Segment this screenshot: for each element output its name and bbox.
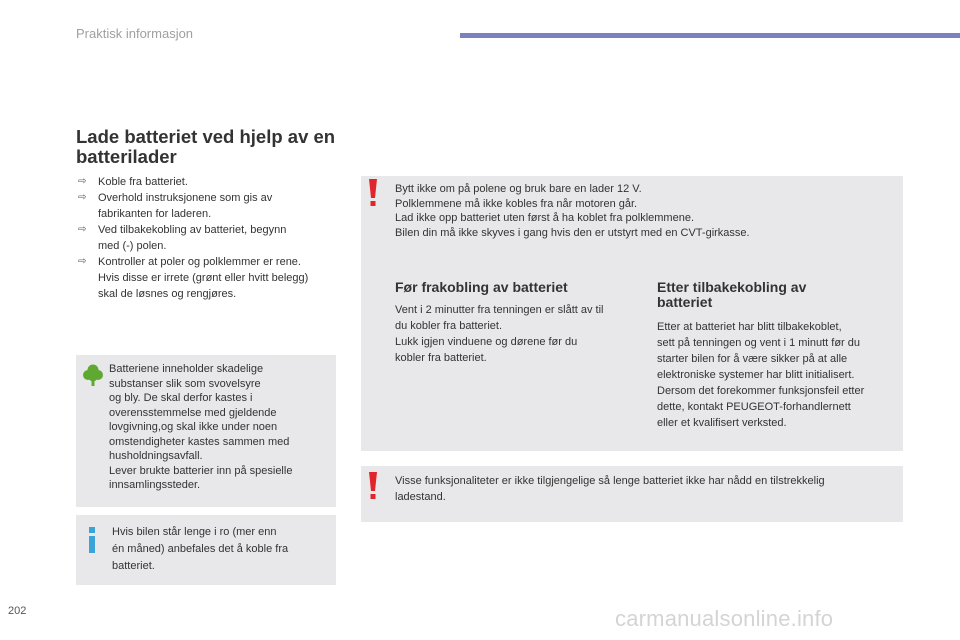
after-reconnect-text [657, 319, 897, 431]
note-line: innsamlingssteder. [109, 479, 201, 491]
arrow-bullet-icon: ⇨ [78, 176, 87, 187]
warning-line: ladestand. [395, 491, 446, 503]
note-line: overensstemmelse med gjeldende [109, 406, 277, 419]
warning-line: Visse funksjonaliteter er ikke tilgjengelige så lenge batteriet ikke har nådd en tilstrekkelig [395, 475, 825, 487]
note-line: omstendigheter kastes sammen med [109, 435, 290, 448]
paragraph-line: du kobler fra batteriet. [395, 320, 503, 332]
before-disconnect-text [395, 302, 635, 366]
arrow-bullet-icon: ⇨ [78, 192, 87, 203]
note-line: husholdningsavfall. [109, 450, 203, 462]
paragraph-line: dette, kontakt PEUGEOT-forhandlernett [657, 401, 851, 413]
exclamation-icon [368, 472, 378, 500]
note-line: én måned) anbefales det å koble fra [112, 543, 289, 555]
info-note-text [112, 524, 327, 575]
paragraph-line: starter bilen for å være sikker på at alle [657, 353, 848, 365]
step-line: Overhold instruksjonene som gis av [98, 192, 273, 204]
warning-line: Bytt ikke om på polene og bruk bare en lader 12 V. [395, 183, 642, 195]
note-line: substanser slik som svovelsyre [109, 377, 261, 390]
paragraph-line: eller et kvalifisert verksted. [657, 417, 787, 429]
note-line: Hvis bilen står lenge i ro (mer enn [112, 526, 277, 538]
paragraph-line: Vent i 2 minutter fra tenningen er slått av til [395, 304, 604, 316]
environment-note [76, 355, 336, 507]
arrow-bullet-icon: ⇨ [78, 256, 87, 267]
list-item [76, 190, 346, 222]
note-line: og bly. De skal derfor kastes i [109, 392, 253, 404]
step-line: Kontroller at poler og polklemmer er rene. [98, 256, 301, 268]
warning-line: Polklemmene må ikke kobles fra når motoren går. [395, 197, 638, 210]
paragraph-line: elektroniske systemer har blitt initialisert. [657, 369, 855, 381]
warning-text [395, 182, 895, 240]
arrow-bullet-icon: ⇨ [78, 224, 87, 235]
page-number: 202 [8, 605, 27, 617]
step-line: fabrikanten for laderen. [98, 208, 212, 220]
after-reconnect-heading [657, 280, 857, 310]
page-title: Lade batteriet ved hjelp av en batterilader [76, 126, 336, 167]
step-line: Ved tilbakekobling av batteriet, begynn [98, 224, 287, 236]
list-item [76, 254, 346, 302]
note-line: Lever brukte batterier inn på spesielle [109, 464, 293, 477]
info-icon [87, 527, 97, 553]
paragraph-line: Etter at batteriet har blitt tilbakekoblet, [657, 321, 842, 333]
step-line: skal de løsnes og rengjøres. [98, 288, 237, 300]
list-item [76, 222, 346, 254]
watermark: carmanualsonline.info [615, 606, 834, 631]
warning-box-secondary [361, 466, 903, 522]
tree-icon [82, 363, 104, 387]
step-line: med (-) polen. [98, 240, 167, 252]
note-line: Batteriene inneholder skadelige [109, 363, 264, 375]
paragraph-line: Dersom det forekommer funksjonsfeil etter [657, 385, 865, 397]
header-accent-bar [460, 33, 960, 38]
step-line: Hvis disse er irrete (grønt eller hvitt belegg) [98, 272, 309, 284]
heading-line: batteriet [657, 294, 713, 310]
paragraph-line: Lukk igjen vinduene og dørene før du [395, 336, 578, 348]
warning-text [395, 473, 895, 505]
before-disconnect-heading: Før frakobling av batteriet [395, 279, 568, 295]
warning-line: Lad ikke opp batteriet uten først å ha koblet fra polklemmene. [395, 212, 694, 224]
exclamation-icon [368, 179, 378, 207]
heading-line: Etter tilbakekobling av [657, 279, 807, 295]
info-note [76, 515, 336, 585]
warning-line: Bilen din må ikke skyves i gang hvis den er utstyrt med en CVT-girkasse. [395, 226, 750, 239]
warning-box [361, 176, 903, 451]
list-item [76, 174, 346, 190]
paragraph-line: sett på tenningen og vent i 1 minutt før du [657, 337, 861, 349]
section-title: Praktisk informasjon [76, 26, 194, 41]
paragraph-line: kobler fra batteriet. [395, 352, 487, 364]
note-line: lovgivning,og skal ikke under noen [109, 421, 278, 433]
note-line: batteriet. [112, 560, 155, 572]
environment-note-text [109, 362, 329, 493]
charging-steps-list [76, 174, 346, 302]
step-line: Koble fra batteriet. [98, 176, 188, 188]
